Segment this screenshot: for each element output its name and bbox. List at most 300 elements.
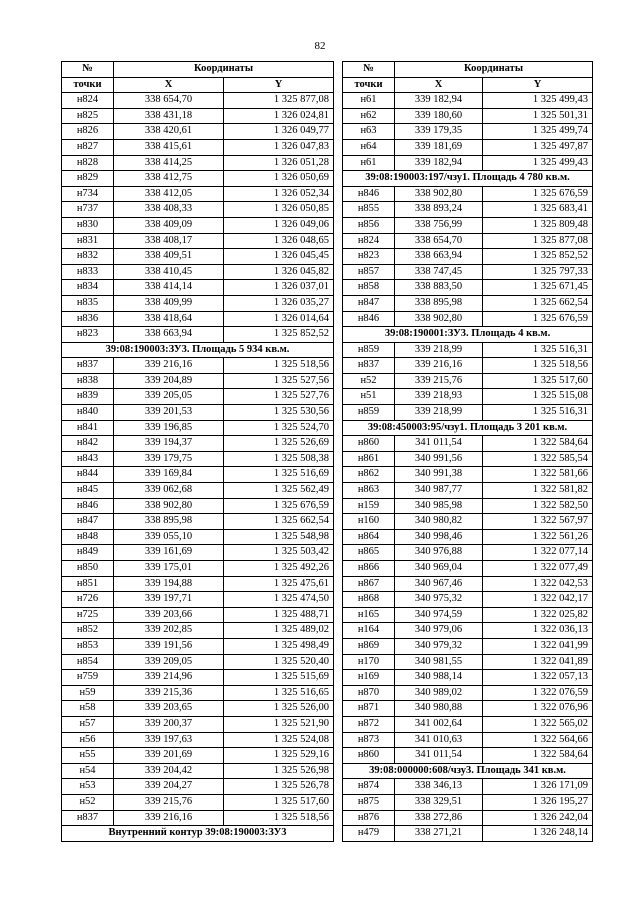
point-number: н54 [62, 763, 114, 779]
coord-y: 1 322 581,66 [483, 467, 593, 483]
coord-y: 1 322 042,17 [483, 592, 593, 608]
point-number: н866 [343, 561, 395, 577]
point-number: н874 [343, 779, 395, 795]
coord-y: 1 326 049,06 [224, 217, 334, 233]
coord-y: 1 325 516,31 [483, 342, 593, 358]
table-row [62, 217, 334, 233]
coord-x: 338 409,09 [114, 217, 224, 233]
coord-x: 340 991,56 [395, 451, 483, 467]
coord-y: 1 325 521,90 [224, 716, 334, 732]
coord-x: 339 180,60 [395, 108, 483, 124]
coord-y: 1 322 077,14 [483, 545, 593, 561]
point-number: н59 [62, 685, 114, 701]
table-row [62, 420, 334, 436]
section-title: 39:08:000000:608/чзу3. Площадь 341 кв.м. [343, 763, 593, 779]
table-row [62, 498, 334, 514]
point-number: н861 [343, 451, 395, 467]
coord-y: 1 326 049,77 [224, 124, 334, 140]
point-number: н826 [62, 124, 114, 140]
coord-x: 338 902,80 [114, 498, 224, 514]
coord-x: 339 215,36 [114, 685, 224, 701]
table-row [343, 467, 593, 483]
coord-x: 339 203,65 [114, 701, 224, 717]
table-row [62, 716, 334, 732]
coord-x: 339 194,37 [114, 436, 224, 452]
point-number: н834 [62, 280, 114, 296]
point-number: н846 [343, 186, 395, 202]
header-x: X [395, 77, 483, 93]
coord-x: 338 409,51 [114, 249, 224, 265]
coord-y: 1 325 562,49 [224, 483, 334, 499]
table-row [343, 623, 593, 639]
point-number: н159 [343, 498, 395, 514]
point-number: н843 [62, 451, 114, 467]
section-heading-row [343, 763, 593, 779]
coord-x: 338 418,64 [114, 311, 224, 327]
coord-x: 338 902,80 [395, 186, 483, 202]
coord-y: 1 325 797,33 [483, 264, 593, 280]
coord-y: 1 326 014,64 [224, 311, 334, 327]
coord-x: 339 204,89 [114, 373, 224, 389]
table-row [343, 186, 593, 202]
point-number: н867 [343, 576, 395, 592]
point-number: н169 [343, 670, 395, 686]
table-row [343, 217, 593, 233]
coord-y: 1 322 042,53 [483, 576, 593, 592]
coord-y: 1 325 526,00 [224, 701, 334, 717]
point-number: н164 [343, 623, 395, 639]
coord-x: 338 271,21 [395, 826, 483, 842]
point-number: н824 [62, 93, 114, 109]
coord-x: 338 747,45 [395, 264, 483, 280]
coord-x: 338 883,50 [395, 280, 483, 296]
coord-x: 339 179,75 [114, 451, 224, 467]
point-number: н61 [343, 93, 395, 109]
point-number: н859 [343, 405, 395, 421]
point-number: н857 [343, 264, 395, 280]
table-row [62, 373, 334, 389]
table-row [343, 810, 593, 826]
coord-x: 338 408,33 [114, 202, 224, 218]
table-row [62, 763, 334, 779]
coord-x: 339 218,93 [395, 389, 483, 405]
coord-y: 1 322 585,54 [483, 451, 593, 467]
point-number: н860 [343, 436, 395, 452]
coord-x: 339 209,05 [114, 654, 224, 670]
point-number: н52 [62, 794, 114, 810]
point-number: н52 [343, 373, 395, 389]
table-row [62, 685, 334, 701]
coord-x: 339 181,69 [395, 139, 483, 155]
point-number: н868 [343, 592, 395, 608]
table-row [62, 545, 334, 561]
table-row [62, 670, 334, 686]
point-number: н844 [62, 467, 114, 483]
point-number: н759 [62, 670, 114, 686]
table-row [343, 436, 593, 452]
coord-y: 1 326 050,85 [224, 202, 334, 218]
coord-x: 340 989,02 [395, 685, 483, 701]
coord-y: 1 322 567,97 [483, 514, 593, 530]
header-point-number: № [62, 62, 114, 78]
coord-y: 1 325 499,43 [483, 93, 593, 109]
point-number: н847 [62, 514, 114, 530]
point-number: н860 [343, 748, 395, 764]
point-number: н823 [62, 327, 114, 343]
point-number: н876 [343, 810, 395, 826]
coord-y: 1 322 564,66 [483, 732, 593, 748]
coord-x: 339 179,35 [395, 124, 483, 140]
table-row [62, 155, 334, 171]
section-heading-row [343, 327, 593, 343]
point-number: н828 [62, 155, 114, 171]
point-number: н734 [62, 186, 114, 202]
coord-x: 338 663,94 [114, 327, 224, 343]
table-row [62, 233, 334, 249]
header-coordinates: Координаты [114, 62, 334, 78]
coord-y: 1 325 518,56 [224, 810, 334, 826]
coord-x: 340 975,32 [395, 592, 483, 608]
table-row [343, 638, 593, 654]
coord-y: 1 325 676,59 [224, 498, 334, 514]
point-number: н853 [62, 638, 114, 654]
point-number: н725 [62, 607, 114, 623]
point-number: н847 [343, 295, 395, 311]
coord-x: 340 969,04 [395, 561, 483, 577]
point-number: н837 [343, 358, 395, 374]
coord-x: 341 010,63 [395, 732, 483, 748]
header-point-label: точки [62, 77, 114, 93]
point-number: н838 [62, 373, 114, 389]
coord-y: 1 322 581,82 [483, 483, 593, 499]
table-row [343, 155, 593, 171]
point-number: н855 [343, 202, 395, 218]
point-number: н831 [62, 233, 114, 249]
table-row [62, 483, 334, 499]
point-number: н856 [343, 217, 395, 233]
point-number: н845 [62, 483, 114, 499]
coord-x: 338 414,14 [114, 280, 224, 296]
coord-x: 341 011,54 [395, 436, 483, 452]
section-heading-row [343, 171, 593, 187]
coord-x: 339 204,27 [114, 779, 224, 795]
coord-x: 341 002,64 [395, 716, 483, 732]
coord-x: 339 062,68 [114, 483, 224, 499]
table-row [62, 295, 334, 311]
coord-y: 1 325 809,48 [483, 217, 593, 233]
point-number: н827 [62, 139, 114, 155]
point-number: н62 [343, 108, 395, 124]
point-number: н871 [343, 701, 395, 717]
coord-x: 340 985,98 [395, 498, 483, 514]
table-row [343, 685, 593, 701]
coord-y: 1 325 683,41 [483, 202, 593, 218]
point-number: н848 [62, 529, 114, 545]
coord-x: 339 201,53 [114, 405, 224, 421]
table-row [343, 498, 593, 514]
table-row [343, 202, 593, 218]
table-row [62, 701, 334, 717]
header-x: X [114, 77, 224, 93]
table-row [62, 779, 334, 795]
point-number: н859 [343, 342, 395, 358]
point-number: н61 [343, 155, 395, 171]
table-row [62, 124, 334, 140]
coord-y: 1 325 524,08 [224, 732, 334, 748]
coord-x: 339 204,42 [114, 763, 224, 779]
coord-x: 339 215,76 [114, 794, 224, 810]
coord-x: 338 902,80 [395, 311, 483, 327]
header-y: Y [483, 77, 593, 93]
coord-y: 1 322 036,13 [483, 623, 593, 639]
coord-x: 339 216,16 [114, 358, 224, 374]
table-row [343, 264, 593, 280]
coord-x: 340 974,59 [395, 607, 483, 623]
coord-x: 340 976,88 [395, 545, 483, 561]
point-number: н862 [343, 467, 395, 483]
table-row [62, 186, 334, 202]
coord-y: 1 326 047,83 [224, 139, 334, 155]
coord-x: 340 979,06 [395, 623, 483, 639]
point-number: н872 [343, 716, 395, 732]
table-row [343, 295, 593, 311]
coord-x: 339 214,96 [114, 670, 224, 686]
point-number: н726 [62, 592, 114, 608]
point-number: н869 [343, 638, 395, 654]
table-row [62, 529, 334, 545]
coord-y: 1 325 526,69 [224, 436, 334, 452]
coord-x: 338 408,17 [114, 233, 224, 249]
point-number: н850 [62, 561, 114, 577]
coord-x: 338 654,70 [114, 93, 224, 109]
table-row [343, 93, 593, 109]
coord-y: 1 325 518,56 [483, 358, 593, 374]
table-row [343, 342, 593, 358]
point-number: н53 [62, 779, 114, 795]
table-row [62, 467, 334, 483]
point-number: н56 [62, 732, 114, 748]
table-row [62, 810, 334, 826]
coord-y: 1 325 527,76 [224, 389, 334, 405]
coord-x: 339 182,94 [395, 155, 483, 171]
coord-x: 339 218,99 [395, 405, 483, 421]
coord-y: 1 322 565,02 [483, 716, 593, 732]
coord-x: 338 329,51 [395, 794, 483, 810]
point-number: н835 [62, 295, 114, 311]
coord-y: 1 326 050,69 [224, 171, 334, 187]
point-number: н824 [343, 233, 395, 249]
table-row [343, 311, 593, 327]
coord-x: 340 991,38 [395, 467, 483, 483]
coord-y: 1 326 051,28 [224, 155, 334, 171]
point-number: н839 [62, 389, 114, 405]
coord-x: 338 431,18 [114, 108, 224, 124]
coord-x: 340 998,46 [395, 529, 483, 545]
coord-x: 340 980,88 [395, 701, 483, 717]
table-row [343, 358, 593, 374]
coord-y: 1 325 503,42 [224, 545, 334, 561]
coord-x: 339 175,01 [114, 561, 224, 577]
coord-x: 338 412,05 [114, 186, 224, 202]
table-row [62, 202, 334, 218]
table-row [343, 249, 593, 265]
coord-y: 1 325 499,74 [483, 124, 593, 140]
coord-y: 1 325 488,71 [224, 607, 334, 623]
coord-y: 1 326 052,34 [224, 186, 334, 202]
coord-y: 1 325 474,50 [224, 592, 334, 608]
point-number: н852 [62, 623, 114, 639]
coord-x: 339 197,63 [114, 732, 224, 748]
coord-x: 340 980,82 [395, 514, 483, 530]
point-number: н832 [62, 249, 114, 265]
coord-y: 1 322 076,96 [483, 701, 593, 717]
table-row [343, 670, 593, 686]
table-row [62, 607, 334, 623]
coord-y: 1 325 520,40 [224, 654, 334, 670]
table-row [62, 108, 334, 124]
table-row [343, 451, 593, 467]
coord-x: 339 205,05 [114, 389, 224, 405]
coord-x: 339 215,76 [395, 373, 483, 389]
section-title: 39:08:450003:95/чзу1. Площадь 3 201 кв.м. [343, 420, 593, 436]
table-row [343, 405, 593, 421]
coord-y: 1 325 492,26 [224, 561, 334, 577]
coord-x: 338 654,70 [395, 233, 483, 249]
section-title: 39:08:190001:ЗУ3. Площадь 4 кв.м. [343, 327, 593, 343]
coord-x: 338 414,25 [114, 155, 224, 171]
coord-x: 339 055,10 [114, 529, 224, 545]
coord-x: 339 218,99 [395, 342, 483, 358]
coord-y: 1 325 489,02 [224, 623, 334, 639]
section-title: Внутренний контур 39:08:190003:ЗУ3 [62, 826, 334, 842]
point-number: н833 [62, 264, 114, 280]
coord-x: 339 200,37 [114, 716, 224, 732]
coord-y: 1 322 057,13 [483, 670, 593, 686]
point-number: н55 [62, 748, 114, 764]
coord-y: 1 326 045,82 [224, 264, 334, 280]
point-number: н846 [62, 498, 114, 514]
coord-x: 341 011,54 [395, 748, 483, 764]
section-title: 39:08:190003:ЗУ3. Площадь 5 934 кв.м. [62, 342, 334, 358]
table-row [62, 249, 334, 265]
point-number: н57 [62, 716, 114, 732]
table-row [62, 732, 334, 748]
point-number: н165 [343, 607, 395, 623]
point-number: н170 [343, 654, 395, 670]
table-row [343, 779, 593, 795]
coord-y: 1 325 517,60 [224, 794, 334, 810]
table-row [343, 576, 593, 592]
table-row [343, 233, 593, 249]
section-heading-row [62, 342, 334, 358]
coord-y: 1 325 526,78 [224, 779, 334, 795]
coord-x: 339 169,84 [114, 467, 224, 483]
section-heading-row [343, 420, 593, 436]
table-row [343, 139, 593, 155]
coord-x: 338 415,61 [114, 139, 224, 155]
coord-x: 338 409,99 [114, 295, 224, 311]
table-row [343, 389, 593, 405]
table-row [343, 592, 593, 608]
table-row [343, 545, 593, 561]
coord-y: 1 325 548,98 [224, 529, 334, 545]
page-number: 82 [314, 40, 326, 52]
coord-y: 1 325 516,65 [224, 685, 334, 701]
coord-x: 339 194,88 [114, 576, 224, 592]
point-number: н846 [343, 311, 395, 327]
table-row [62, 561, 334, 577]
coord-y: 1 325 526,98 [224, 763, 334, 779]
point-number: н830 [62, 217, 114, 233]
coord-y: 1 325 517,60 [483, 373, 593, 389]
point-number: н58 [62, 701, 114, 717]
coord-x: 338 895,98 [395, 295, 483, 311]
table-row [343, 561, 593, 577]
table-row [62, 592, 334, 608]
table-row [343, 373, 593, 389]
table-row [62, 264, 334, 280]
coord-y: 1 325 516,69 [224, 467, 334, 483]
coord-y: 1 325 877,08 [224, 93, 334, 109]
point-number: н854 [62, 654, 114, 670]
coord-y: 1 325 518,56 [224, 358, 334, 374]
section-heading-row [62, 826, 334, 842]
coord-x: 338 346,13 [395, 779, 483, 795]
coord-x: 340 987,77 [395, 483, 483, 499]
coord-y: 1 325 852,52 [483, 249, 593, 265]
coord-x: 339 196,85 [114, 420, 224, 436]
table-row [343, 108, 593, 124]
table-row [343, 732, 593, 748]
point-number: н737 [62, 202, 114, 218]
coord-x: 339 161,69 [114, 545, 224, 561]
table-row [343, 280, 593, 296]
coord-y: 1 322 582,50 [483, 498, 593, 514]
coord-y: 1 322 584,64 [483, 748, 593, 764]
coord-x: 340 988,14 [395, 670, 483, 686]
header-y: Y [224, 77, 334, 93]
section-title: 39:08:190003:197/чзу1. Площадь 4 780 кв.м. [343, 171, 593, 187]
coord-x: 339 191,56 [114, 638, 224, 654]
coord-x: 339 202,85 [114, 623, 224, 639]
coord-x: 338 663,94 [395, 249, 483, 265]
coord-y: 1 325 676,59 [483, 186, 593, 202]
coord-x: 340 979,32 [395, 638, 483, 654]
coord-x: 338 410,45 [114, 264, 224, 280]
coord-y: 1 325 676,59 [483, 311, 593, 327]
point-number: н160 [343, 514, 395, 530]
coordinates-table-left [61, 61, 334, 842]
table-row [343, 716, 593, 732]
point-number: н836 [62, 311, 114, 327]
point-number: н841 [62, 420, 114, 436]
point-number: н864 [343, 529, 395, 545]
table-row [62, 748, 334, 764]
coord-x: 339 216,16 [395, 358, 483, 374]
coord-x: 339 197,71 [114, 592, 224, 608]
table-row [62, 576, 334, 592]
coord-y: 1 322 584,64 [483, 436, 593, 452]
point-number: н825 [62, 108, 114, 124]
coord-x: 338 272,86 [395, 810, 483, 826]
point-number: н840 [62, 405, 114, 421]
coord-y: 1 326 242,04 [483, 810, 593, 826]
table-row [62, 139, 334, 155]
coord-y: 1 322 076,59 [483, 685, 593, 701]
coord-x: 339 182,94 [395, 93, 483, 109]
table-row [343, 483, 593, 499]
header-coordinates: Координаты [395, 62, 593, 78]
